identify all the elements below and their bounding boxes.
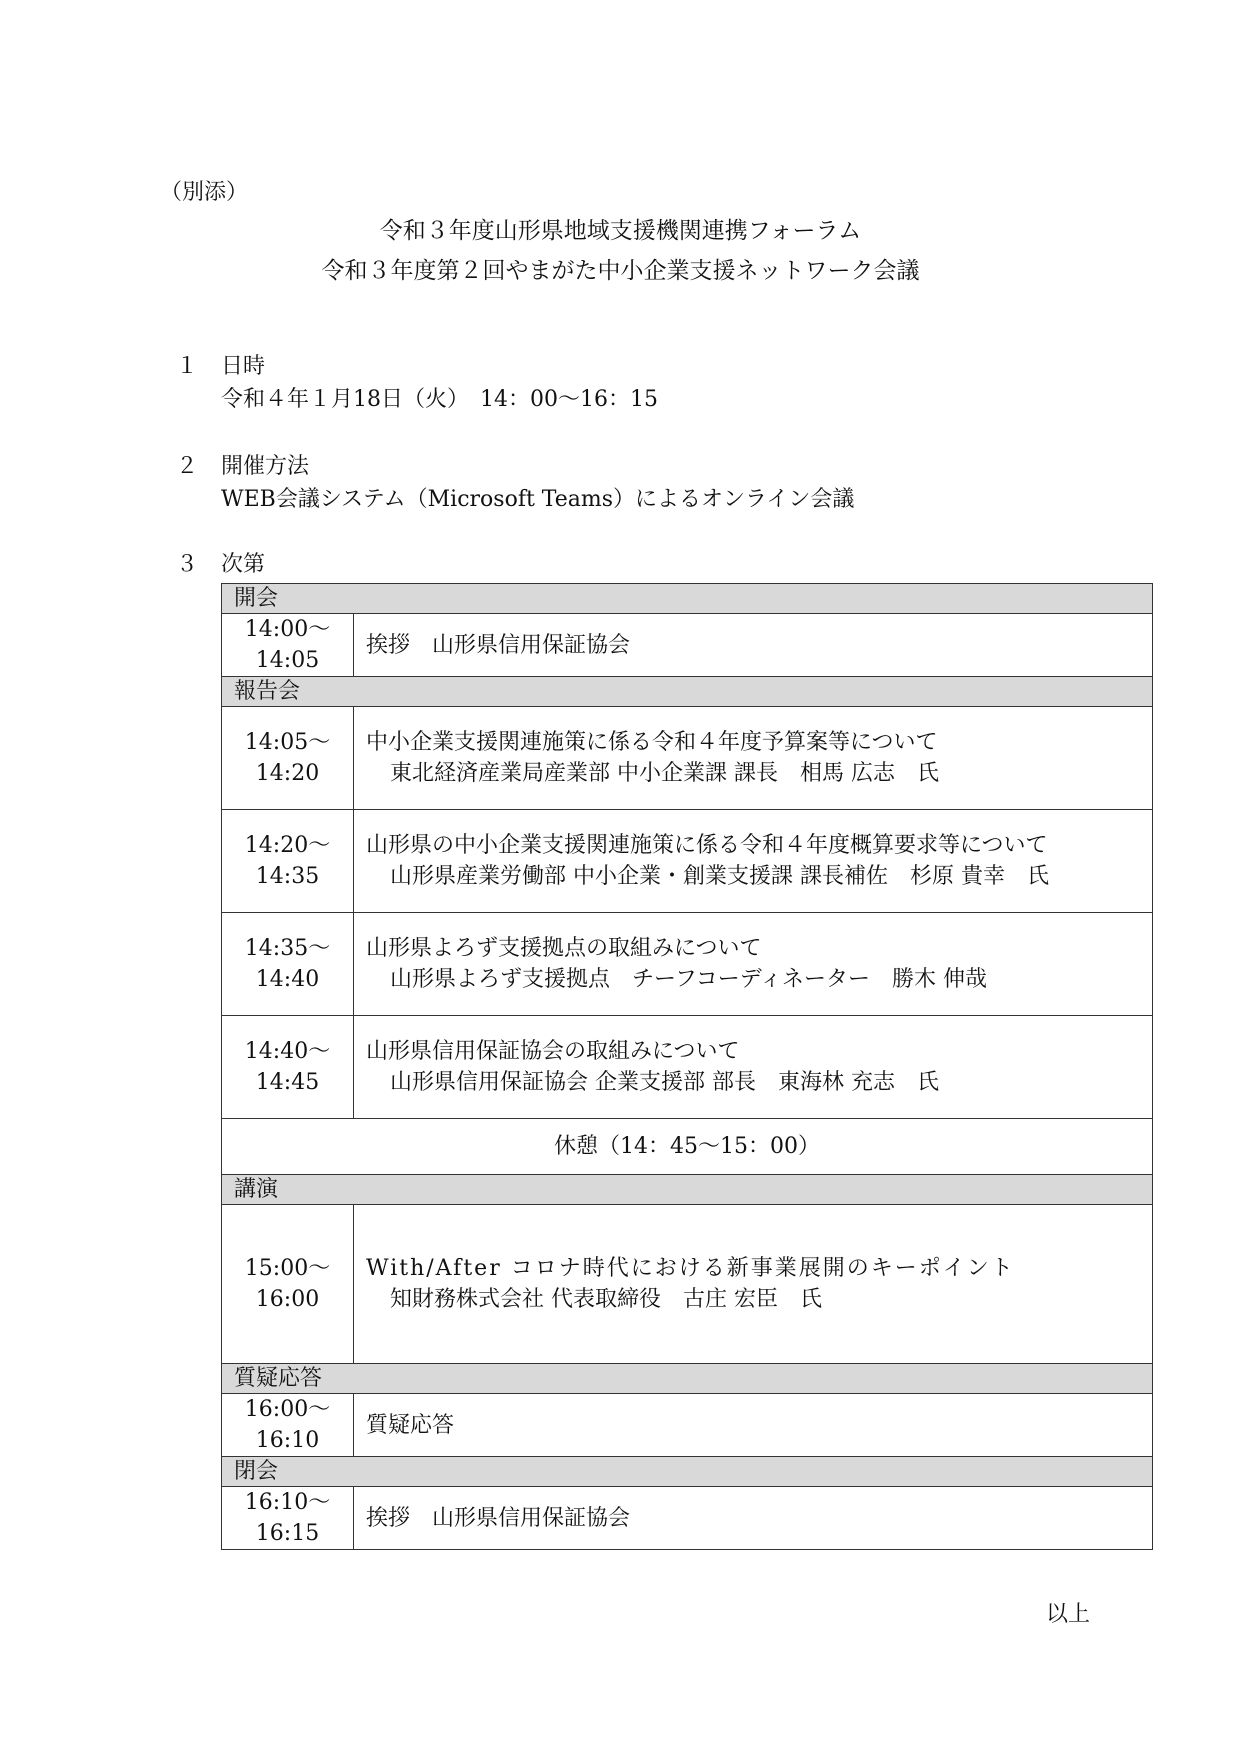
agenda-time-end: 16:10 <box>255 1428 320 1453</box>
agenda-section-row <box>222 677 1153 707</box>
agenda-time-end: 14:05 <box>255 648 320 673</box>
agenda-section-label: 質疑応答 <box>222 1364 1153 1394</box>
section-number-3: ３ <box>176 552 199 577</box>
agenda-item-title: With/After コロナ時代における新事業展開のキーポイント <box>366 1256 1015 1281</box>
closing-text: 以上 <box>1046 1602 1091 1627</box>
agenda-section-row <box>222 1175 1153 1205</box>
attachment-label: （別添） <box>160 180 249 205</box>
agenda-section-row <box>222 1364 1153 1394</box>
agenda-time-start: 16:00～ <box>244 1397 331 1422</box>
agenda-item-row <box>222 1205 1153 1364</box>
agenda-time <box>222 1205 354 1364</box>
agenda-time-end: 16:00 <box>255 1287 320 1312</box>
agenda-section-label: 開会 <box>222 584 1153 614</box>
agenda-section-row <box>222 584 1153 614</box>
agenda-item-speaker: 山形県信用保証協会 企業支援部 部長 東海林 充志 氏 <box>390 1070 939 1095</box>
agenda-content <box>354 707 1153 810</box>
agenda-item-speaker: 山形県産業労働部 中小企業・創業支援課 課長補佐 杉原 貴幸 氏 <box>390 864 1049 889</box>
agenda-time-end: 14:45 <box>255 1070 320 1095</box>
document-subtitle: 令和３年度第２回やまがた中小企業支援ネットワーク会議 <box>321 258 920 284</box>
agenda-item-title: 挨拶 山形県信用保証協会 <box>366 632 631 658</box>
agenda-item-title: 山形県の中小企業支援関連施策に係る令和４年度概算要求等について <box>366 833 1048 858</box>
agenda-time-start: 14:05～ <box>244 730 331 755</box>
section-body-method: WEB会議システム（Microsoft Teams）によるオンライン会議 <box>221 487 855 512</box>
agenda-content <box>354 810 1153 913</box>
agenda-content <box>354 913 1153 1016</box>
document-title: 令和３年度山形県地域支援機関連携フォーラム <box>379 218 862 244</box>
agenda-time-start: 14:20～ <box>244 833 331 858</box>
agenda-content <box>354 614 1153 677</box>
section-number-2: ２ <box>176 454 199 479</box>
agenda-time <box>222 1487 354 1550</box>
agenda-item-speaker: 山形県よろず支援拠点 チーフコーディネーター 勝木 伸哉 <box>390 967 988 992</box>
agenda-time-end: 14:20 <box>255 761 320 786</box>
agenda-section-label: 講演 <box>222 1175 1153 1205</box>
agenda-section-row <box>222 1457 1153 1487</box>
agenda-time-start: 15:00～ <box>244 1256 331 1281</box>
agenda-item-speaker: 知財務株式会社 代表取締役 古庄 宏臣 氏 <box>390 1287 822 1312</box>
agenda-item-row <box>222 1394 1153 1457</box>
agenda-item-row <box>222 1016 1153 1119</box>
agenda-item-title: 山形県よろず支援拠点の取組みについて <box>366 936 762 961</box>
agenda-time-end: 14:40 <box>255 967 320 992</box>
agenda-item-title: 山形県信用保証協会の取組みについて <box>366 1039 740 1064</box>
agenda-time <box>222 1394 354 1457</box>
section-body-datetime: 令和４年１月18日（火） 14：00～16：15 <box>221 387 658 412</box>
agenda-time <box>222 707 354 810</box>
agenda-time-start: 14:00～ <box>244 617 331 642</box>
section-number-1: １ <box>176 354 199 379</box>
agenda-time <box>222 810 354 913</box>
agenda-time-start: 14:40～ <box>244 1039 331 1064</box>
agenda-item-title: 挨拶 山形県信用保証協会 <box>366 1505 631 1531</box>
agenda-break-row <box>222 1119 1153 1175</box>
agenda-section-label: 報告会 <box>222 677 1153 707</box>
section-heading-agenda: 次第 <box>221 552 266 577</box>
agenda-content <box>354 1487 1153 1550</box>
agenda-content <box>354 1205 1153 1364</box>
agenda-section-label: 閉会 <box>222 1457 1153 1487</box>
agenda-content <box>354 1016 1153 1119</box>
agenda-item-speaker: 東北経済産業局産業部 中小企業課 課長 相馬 広志 氏 <box>390 761 939 786</box>
agenda-item-title: 中小企業支援関連施策に係る令和４年度予算案等について <box>366 730 938 755</box>
agenda-table <box>221 583 1153 1550</box>
agenda-item-title: 質疑応答 <box>366 1412 455 1438</box>
agenda-time <box>222 913 354 1016</box>
agenda-break-label: 休憩（14：45～15：00） <box>222 1119 1153 1175</box>
agenda-item-row <box>222 614 1153 677</box>
agenda-time-end: 16:15 <box>255 1521 320 1546</box>
agenda-time-end: 14:35 <box>255 864 320 889</box>
agenda-item-row <box>222 1487 1153 1550</box>
section-heading-method: 開催方法 <box>221 454 310 479</box>
section-heading-datetime: 日時 <box>221 354 266 379</box>
agenda-time <box>222 1016 354 1119</box>
agenda-item-row <box>222 913 1153 1016</box>
agenda-time-start: 14:35～ <box>244 936 331 961</box>
agenda-item-row <box>222 810 1153 913</box>
agenda-content <box>354 1394 1153 1457</box>
agenda-time <box>222 614 354 677</box>
agenda-item-row <box>222 707 1153 810</box>
agenda-time-start: 16:10～ <box>244 1490 331 1515</box>
